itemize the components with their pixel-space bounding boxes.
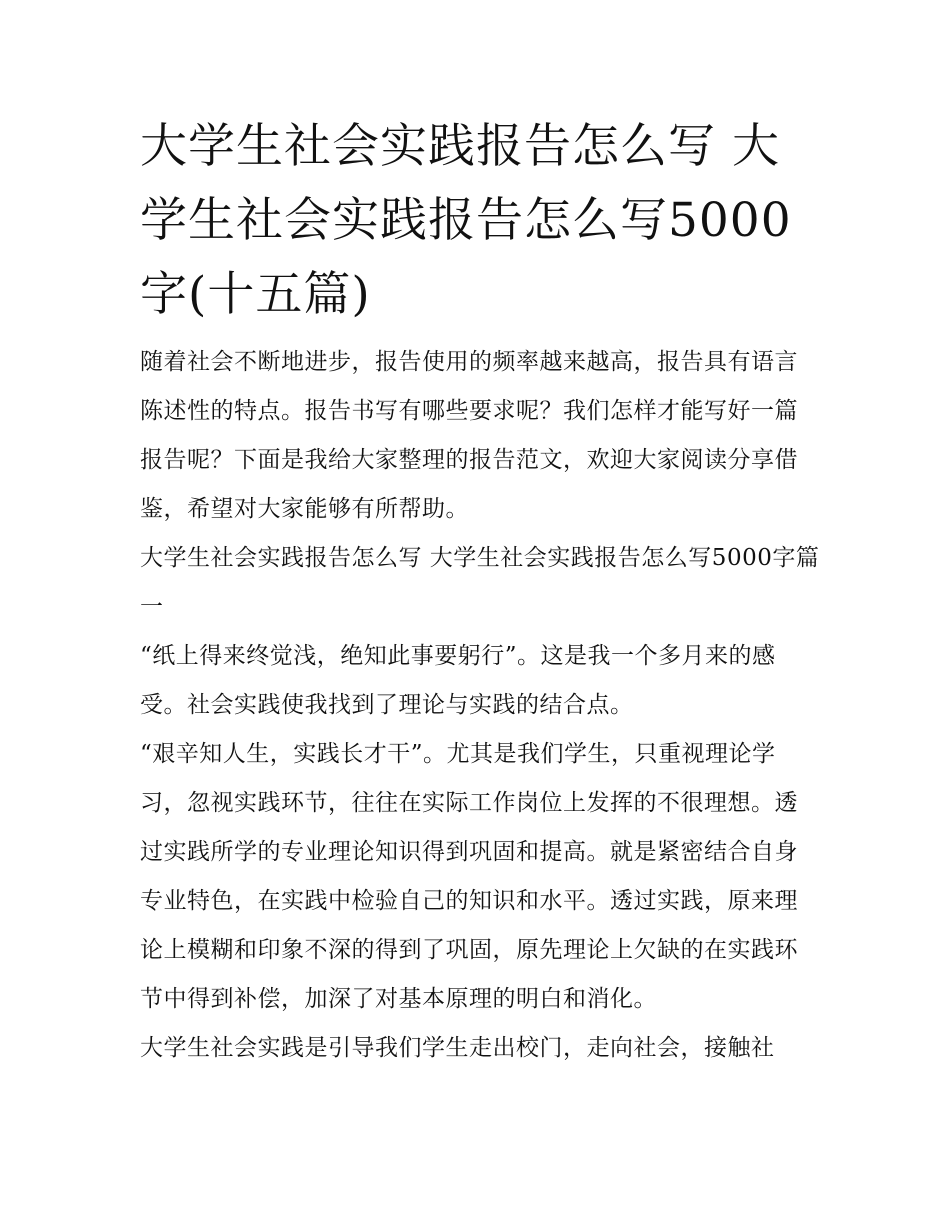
paragraph-intro: 随着社会不断地进步，报告使用的频率越来越高，报告具有语言陈述性的特点。报告书写有哪些要求呢？我们怎样才能写好一篇报告呢？下面是我给大家整理的报告范文，欢迎大家阅读分享借鉴，希望对大家能够有所帮助。 — [140, 349, 798, 522]
paragraph-continued: 大学生社会实践是引导我们学生走出校门，走向社会，接触社 — [140, 1035, 775, 1061]
document-title: 大学生社会实践报告怎么写 大学生社会实践报告怎么写5000字(十五篇) — [140, 119, 792, 322]
paragraph-section-heading: 大学生社会实践报告怎么写 大学生社会实践报告怎么写5000字篇一 — [140, 545, 820, 620]
paragraph-quote-1: “纸上得来终觉浅，绝知此事要躬行”。这是我一个多月来的感受。社会实践使我找到了理论与实践的结合点。 — [140, 643, 776, 718]
document-body — [140, 338, 820, 1073]
document-page — [140, 110, 820, 1073]
paragraph-quote-2: “艰辛知人生，实践长才干”。尤其是我们学生，只重视理论学习，忽视实践环节，往往在实际工作岗位上发挥的不很理想。透过实践所学的专业理论知识得到巩固和提高。就是紧密结合自身专业特色，在实践中检验自己的知识和水平。透过实践，原来理论上模糊和印象不深的得到了巩固，原先理论上欠缺的在实践环节中得到补偿，加深了对基本原理的明白和消化。 — [140, 741, 798, 1012]
